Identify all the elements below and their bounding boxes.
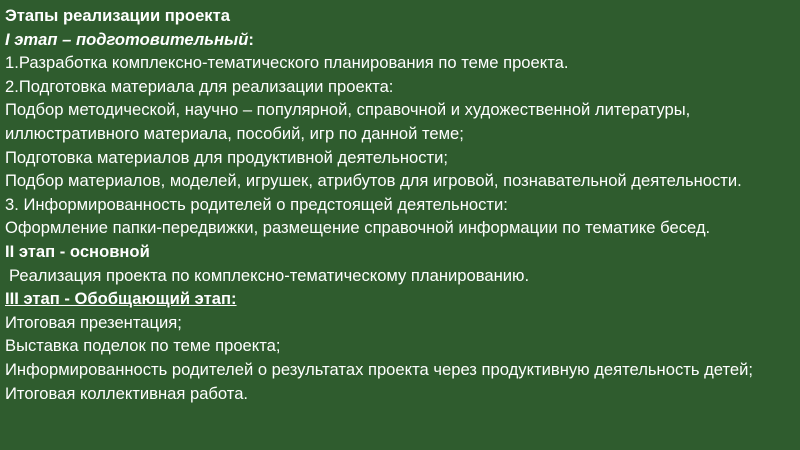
stage1-heading: I этап – подготовительный [5, 29, 249, 49]
stage1-item-2-sub-3: Подбор материалов, моделей, игрушек, атрибутов для игровой, познавательной деятельности. [5, 171, 742, 191]
stage3-item-3: Информированность родителей о результатах проекта через продуктивную деятельность детей; [5, 359, 753, 379]
slide-content [5, 4, 794, 405]
stage1-heading-colon: : [248, 29, 254, 49]
stage3-item-4: Итоговая коллективная работа. [5, 383, 249, 403]
slide-title: Этапы реализации проекта [5, 6, 230, 25]
stage1-item-2: 2.Подготовка материала для реализации проекта: [5, 76, 394, 96]
stage1-item-2-sub-1: Подбор методической, научно – популярной, справочной и художественной литературы, иллюстративного материала, пособий, игр по данной теме; [5, 100, 691, 143]
stage2-text: Реализация проекта по комплексно-тематическому планированию. [9, 265, 530, 285]
stage2-heading: II этап - основной [5, 241, 150, 261]
stage1-item-2-sub-2: Подготовка материалов для продуктивной деятельности; [5, 147, 449, 167]
stage3-item-1: Итоговая презентация; [5, 312, 182, 332]
stage1-heading-line [5, 28, 794, 52]
stage3-item-2: Выставка поделок по теме проекта; [5, 336, 281, 356]
stage1-item-1: 1.Разработка комплексно-тематического планирования по теме проекта. [5, 53, 569, 73]
stage1-item-3-sub-1: Оформление папки-передвижки, размещение справочной информации по тематике бесед. [5, 218, 711, 238]
stage1-item-3: 3. Информированность родителей о предстоящей деятельности: [5, 194, 508, 214]
stage3-heading: III этап - Обобщающий этап: [5, 289, 237, 309]
